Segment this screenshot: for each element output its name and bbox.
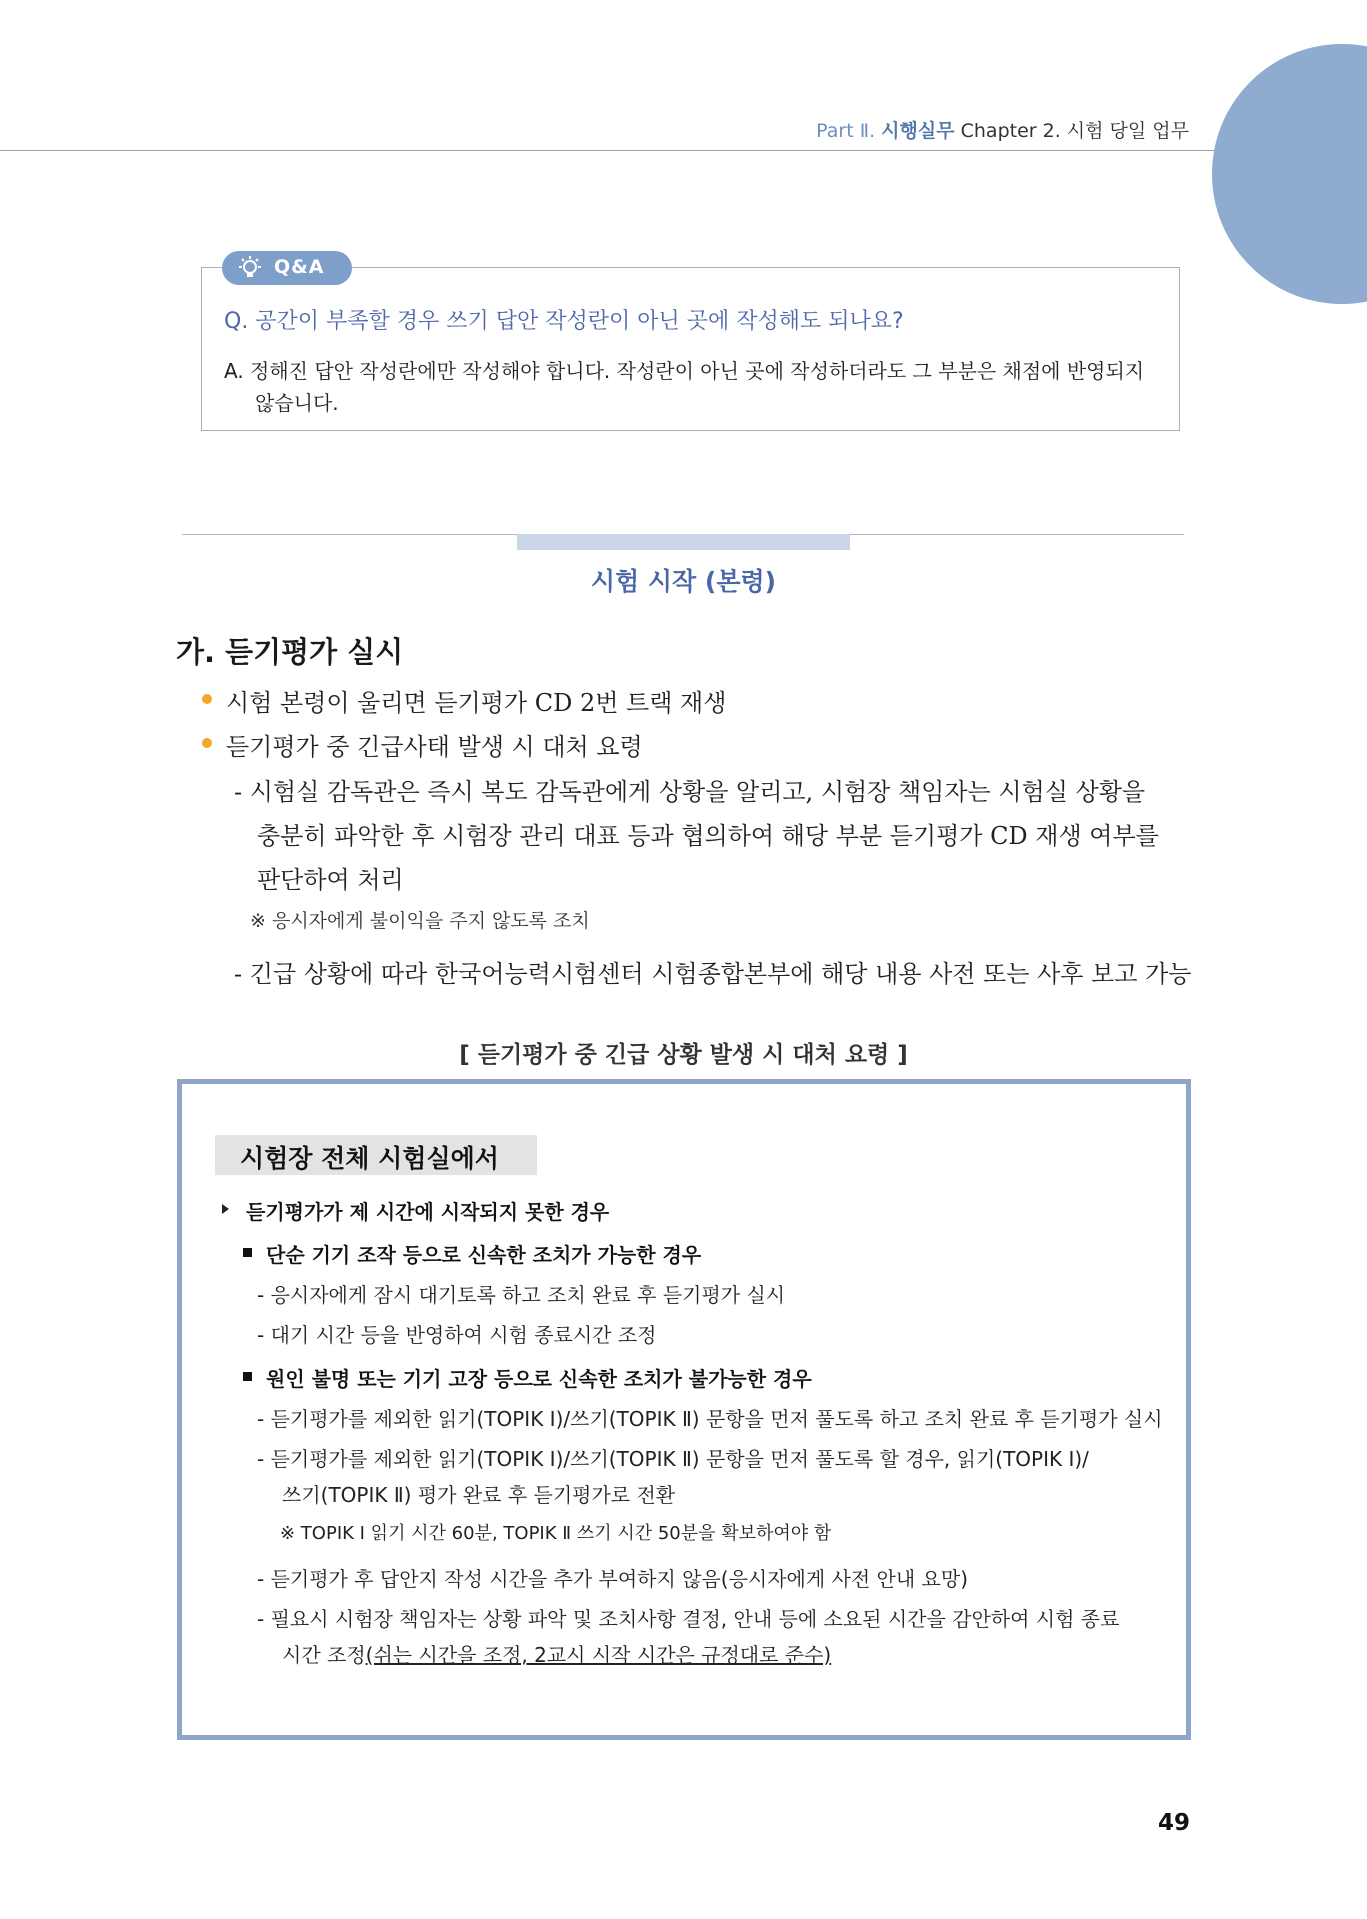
lightbulb-icon bbox=[236, 255, 264, 281]
square-bullet-icon bbox=[243, 1248, 252, 1257]
header-part: Part Ⅱ. 시행실무 bbox=[816, 120, 955, 142]
dash-item-1-line-1: - 시험실 감독관은 즉시 복도 감독관에게 상황을 알리고, 시험장 책임자는 시험실 상황을 bbox=[234, 778, 1146, 806]
dash-item-1-line-2: 충분히 파악한 후 시험장 관리 대표 등과 협의하여 해당 부분 듣기평가 CD 재생 여부를 bbox=[257, 822, 1159, 850]
box-sub-2-item-3: - 듣기평가 후 답안지 작성 시간을 추가 부여하지 않음(응시자에게 사전 안내 요망) bbox=[257, 1567, 968, 1591]
section-title: 시험 시작 (본령) bbox=[590, 567, 777, 596]
bullet-dot bbox=[202, 738, 212, 748]
box-sub-2-item-2-line-1: - 듣기평가를 제외한 읽기(TOPIK Ⅰ)/쓰기(TOPIK Ⅱ) 문항을 먼저 풀도록 할 경우, 읽기(TOPIK Ⅰ)/ bbox=[257, 1447, 1089, 1471]
bullet-dot bbox=[202, 694, 212, 704]
box-sub-1-item: - 대기 시간 등을 반영하여 시험 종료시간 조정 bbox=[257, 1323, 657, 1347]
box-sub-2-item-4-plain: 시간 조정 bbox=[282, 1643, 366, 1667]
page-number: 49 bbox=[1157, 1810, 1190, 1836]
box-case-title: 듣기평가가 제 시간에 시작되지 못한 경우 bbox=[246, 1200, 610, 1224]
box-sub-2-item-1: - 듣기평가를 제외한 읽기(TOPIK Ⅰ)/쓰기(TOPIK Ⅱ) 문항을 먼저 풀도록 하고 조치 완료 후 듣기평가 실시 bbox=[257, 1407, 1163, 1431]
qa-question: Q. 공간이 부족할 경우 쓰기 답안 작성란이 아닌 곳에 작성해도 되나요? bbox=[224, 309, 904, 334]
subsection-heading: 가. 듣기평가 실시 bbox=[176, 635, 404, 669]
box-sub-1: 단순 기기 조작 등으로 신속한 조치가 가능한 경우 bbox=[266, 1243, 702, 1267]
square-bullet-icon bbox=[243, 1372, 252, 1381]
header-rule bbox=[0, 150, 1215, 151]
box-caption: [ 듣기평가 중 긴급 상황 발생 시 대처 요령 ] bbox=[459, 1042, 908, 1068]
box-sub-2-item-4-underlined: (쉬는 시간을 조정, 2교시 시작 시간은 규정대로 준수) bbox=[365, 1643, 832, 1667]
running-header bbox=[816, 116, 1189, 143]
bullet-item-1: 시험 본령이 울리면 듣기평가 CD 2번 트랙 재생 bbox=[226, 689, 727, 717]
box-sub-2-item-4-line-1: - 필요시 시험장 책임자는 상황 파악 및 조치사항 결정, 안내 등에 소요된 시간을 감안하여 시험 종료 bbox=[257, 1607, 1120, 1631]
box-heading: 시험장 전체 시험실에서 bbox=[240, 1144, 499, 1173]
box-sub-1-item: - 응시자에게 잠시 대기토록 하고 조치 완료 후 듣기평가 실시 bbox=[257, 1283, 786, 1307]
qa-badge bbox=[222, 251, 352, 285]
box-note: ※ TOPIK Ⅰ 읽기 시간 60분, TOPIK Ⅱ 쓰기 시간 50분을 확보하여야 함 bbox=[280, 1523, 832, 1544]
qa-answer-line-1: A. 정해진 답안 작성란에만 작성해야 합니다. 작성란이 아닌 곳에 작성하더라도 그 부분은 채점에 반영되지 bbox=[224, 359, 1145, 383]
qa-badge-label: Q&A bbox=[274, 256, 325, 278]
section-tab-bar bbox=[517, 534, 850, 550]
dash-item-1-line-3: 판단하여 처리 bbox=[257, 866, 404, 894]
header-decoration-circle bbox=[1212, 44, 1367, 304]
qa-answer-line-2: 않습니다. bbox=[255, 391, 339, 415]
box-sub-2-item-4-line-2 bbox=[282, 1639, 831, 1668]
header-chapter: Chapter 2. 시험 당일 업무 bbox=[960, 120, 1189, 142]
box-sub-2: 원인 불명 또는 기기 고장 등으로 신속한 조치가 불가능한 경우 bbox=[266, 1367, 812, 1391]
box-sub-2-item-2-line-2: 쓰기(TOPIK Ⅱ) 평가 완료 후 듣기평가로 전환 bbox=[282, 1483, 676, 1507]
bullet-item-2: 듣기평가 중 긴급사태 발생 시 대처 요령 bbox=[226, 733, 643, 761]
qa-box bbox=[201, 267, 1180, 431]
dash-item-2: - 긴급 상황에 따라 한국어능력시험센터 시험종합본부에 해당 내용 사전 또는 사후 보고 가능 bbox=[234, 960, 1192, 988]
triangle-bullet-icon bbox=[222, 1204, 229, 1214]
note-1: ※ 응시자에게 불이익을 주지 않도록 조치 bbox=[250, 910, 590, 932]
